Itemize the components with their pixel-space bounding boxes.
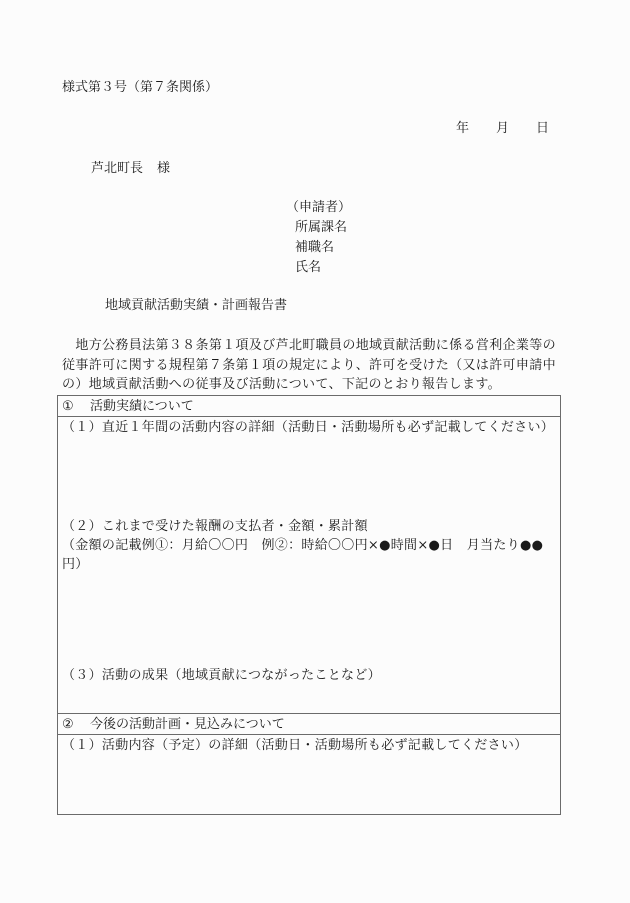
section-1-header	[58, 396, 561, 417]
section-1-number: ①	[62, 399, 74, 414]
section-1-input-area[interactable]	[58, 417, 561, 714]
date-month-label: 月	[496, 121, 510, 136]
addressee	[91, 161, 170, 177]
item-1-3-label: （３）活動の成果（地域貢献につながったことなど）	[62, 668, 381, 683]
section-1-body	[58, 417, 561, 714]
position-field-label: 補職名	[295, 240, 335, 255]
applicant-label: （申請者）	[286, 200, 352, 215]
form-number: 様式第３号（第７条関係）	[62, 80, 219, 95]
addressee-honorific: 様	[157, 161, 171, 176]
intro-text: 地方公務員法第３８条第１項及び芦北町職員の地域貢献活動に係る営利企業等の従事許可に関する規程第７条第１項の規定により、許可を受けた（又は許可申請中の）地域貢献活動への従事及び活動について、下記のとおり報告します。	[62, 338, 556, 392]
department-field-label: 所属課名	[295, 220, 348, 235]
date-day-label: 日	[536, 121, 550, 136]
item-2-1-label: （１）活動内容（予定）の詳細（活動日・活動場所も必ず記載してください）	[62, 738, 528, 753]
item-1-1-label: （１）直近１年間の活動内容の詳細（活動日・活動場所も必ず記載してください）	[62, 420, 555, 435]
section-2-number: ②	[62, 717, 74, 732]
section-2-header	[58, 714, 561, 735]
addressee-name: 芦北町長	[91, 161, 144, 176]
item-1-2-label: （２）これまで受けた報酬の支払者・金額・累計額	[62, 519, 368, 534]
item-1-2-example: （金額の記載例①：月給〇〇円 例②：時給〇〇円×●時間×●日 月当たり●●円）	[62, 538, 544, 572]
section-2-heading: 今後の活動計画・見込みについて	[90, 717, 285, 732]
date-line	[456, 121, 549, 137]
section-2-body	[58, 735, 561, 815]
intro-paragraph	[62, 336, 562, 395]
date-year-label: 年	[456, 121, 470, 136]
document-title: 地域貢献活動実績・計画報告書	[105, 298, 288, 313]
section-2-input-area[interactable]	[58, 735, 561, 815]
name-field-label: 氏名	[295, 260, 322, 275]
report-table	[57, 395, 561, 815]
section-1-heading: 活動実績について	[90, 399, 194, 414]
